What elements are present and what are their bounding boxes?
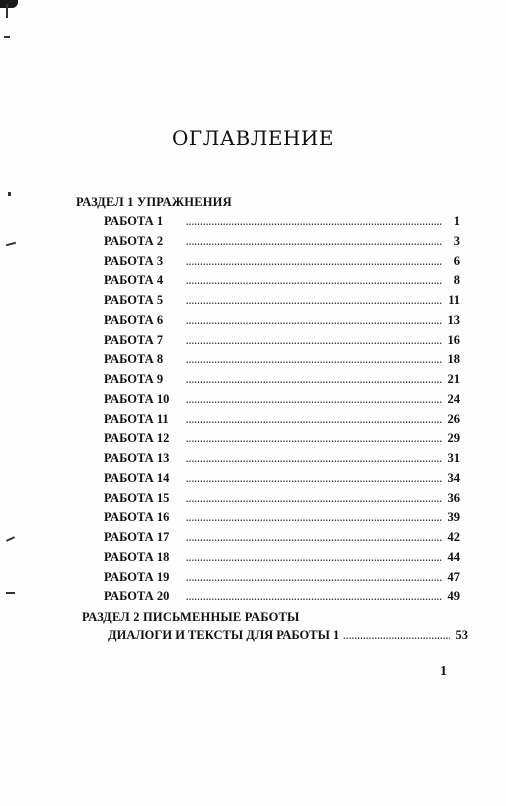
toc-section-2: [108, 628, 468, 648]
toc-entry-label: РАБОТА 6: [104, 312, 164, 327]
leader-dots: [186, 336, 442, 346]
toc-entry-page: 6: [453, 253, 460, 268]
toc-entry-page: 1: [453, 214, 460, 228]
toc-entry-label: РАБОТА 12: [104, 431, 170, 446]
toc-entry-label: РАБОТА 3: [104, 253, 164, 268]
leader-dots: [186, 375, 442, 385]
toc-entry: [104, 530, 460, 550]
leader-dots: [186, 257, 442, 267]
leader-dots: [186, 434, 442, 444]
toc-entry-page: 13: [447, 312, 460, 327]
toc-entry-label: РАБОТА 18: [104, 549, 170, 564]
leader-dots: [186, 513, 442, 523]
toc-entry-label: РАБОТА 1: [104, 214, 164, 228]
section-2-title: РАЗДЕЛ 2 ПИСЬМЕННЫЕ РАБОТЫ: [82, 610, 300, 624]
toc-entry: [104, 372, 460, 392]
toc-entry: [104, 570, 460, 590]
toc-entry: [104, 234, 460, 254]
toc-entry: [104, 451, 460, 471]
toc-entry: [104, 352, 460, 372]
leader-dots: [186, 296, 442, 306]
leader-dots: [186, 217, 442, 227]
leader-dots: [186, 316, 442, 326]
toc-entry-page: 24: [447, 391, 460, 406]
scan-artifact: [4, 36, 10, 38]
leader-dots: [186, 533, 442, 543]
page-number: 1: [440, 664, 447, 679]
leader-dots: [186, 573, 442, 583]
toc-entry-page: 3: [453, 233, 460, 248]
leader-dots: [186, 494, 442, 504]
leader-dots: [186, 237, 442, 247]
toc-entry-label: РАБОТА 19: [104, 569, 170, 584]
toc-entry: [104, 392, 460, 412]
scan-artifact: [8, 192, 11, 196]
toc-entry: [104, 313, 460, 333]
toc-entry: [104, 550, 460, 570]
toc-entry: [104, 431, 460, 451]
toc-entry-page: 11: [448, 293, 460, 307]
toc-entry-label: РАБОТА 15: [104, 490, 170, 505]
toc-entry-page: 26: [447, 411, 460, 426]
toc-entry-label: РАБОТА 2: [104, 233, 164, 248]
leader-dots: [186, 592, 442, 602]
toc-entry-page: 34: [447, 470, 460, 485]
leader-dots: [186, 474, 442, 484]
scan-artifact: [6, 242, 16, 247]
toc-entry-page: 29: [447, 431, 460, 446]
leader-dots: [343, 631, 450, 641]
toc-entry-page: 31: [447, 451, 460, 465]
toc-entry-page: 53: [455, 628, 468, 642]
toc-entry-page: 21: [447, 372, 460, 386]
toc-entry: [108, 628, 468, 648]
toc-entry-page: 49: [447, 589, 460, 604]
scan-artifact: [6, 592, 15, 594]
scan-artifact: [0, 0, 18, 8]
toc-entry-label: РАБОТА 17: [104, 530, 170, 544]
leader-dots: [186, 553, 442, 563]
toc-section-1: [104, 214, 460, 609]
toc-entry-page: 18: [447, 352, 460, 367]
toc-entry-page: 44: [447, 549, 460, 564]
toc-entry-label: РАБОТА 20: [104, 589, 170, 604]
toc-entry-label: РАБОТА 4: [104, 273, 164, 288]
leader-dots: [186, 355, 442, 365]
toc-entry-label: РАБОТА 10: [104, 391, 170, 406]
leader-dots: [186, 454, 442, 464]
scan-artifact: [6, 4, 8, 18]
toc-entry-page: 16: [447, 332, 460, 347]
toc-entry: [104, 214, 460, 234]
toc-entry: [104, 510, 460, 530]
toc-entry: [104, 471, 460, 491]
toc-entry: [104, 293, 460, 313]
toc-entry: [104, 333, 460, 353]
toc-entry: [104, 491, 460, 511]
toc-entry-label: ДИАЛОГИ И ТЕКСТЫ ДЛЯ РАБОТЫ 1: [108, 628, 340, 642]
toc-entry-label: РАБОТА 16: [104, 510, 170, 525]
toc-entry-page: 36: [447, 490, 460, 505]
toc-entry-label: РАБОТА 11: [104, 411, 169, 426]
scan-artifact: [6, 536, 15, 542]
toc-entry: [104, 412, 460, 432]
toc-entry: [104, 273, 460, 293]
toc-entry: [104, 589, 460, 609]
toc-entry-page: 39: [447, 510, 460, 525]
leader-dots: [186, 415, 442, 425]
toc-entry-label: РАБОТА 13: [104, 451, 170, 465]
section-1-title: РАЗДЕЛ 1 УПРАЖНЕНИЯ: [76, 195, 232, 209]
toc-entry-label: РАБОТА 14: [104, 470, 170, 485]
toc-entry-label: РАБОТА 8: [104, 352, 164, 367]
toc-entry-page: 47: [447, 569, 460, 584]
toc-entry-label: РАБОТА 5: [104, 293, 164, 307]
toc-entry-page: 8: [453, 273, 460, 288]
page-title: ОГЛАВЛЕНИЕ: [172, 126, 334, 150]
toc-entry-label: РАБОТА 9: [104, 372, 164, 386]
leader-dots: [186, 395, 442, 405]
toc-entry-label: РАБОТА 7: [104, 332, 164, 347]
toc-entry: [104, 254, 460, 274]
leader-dots: [186, 276, 442, 286]
toc-entry-page: 42: [447, 530, 460, 544]
